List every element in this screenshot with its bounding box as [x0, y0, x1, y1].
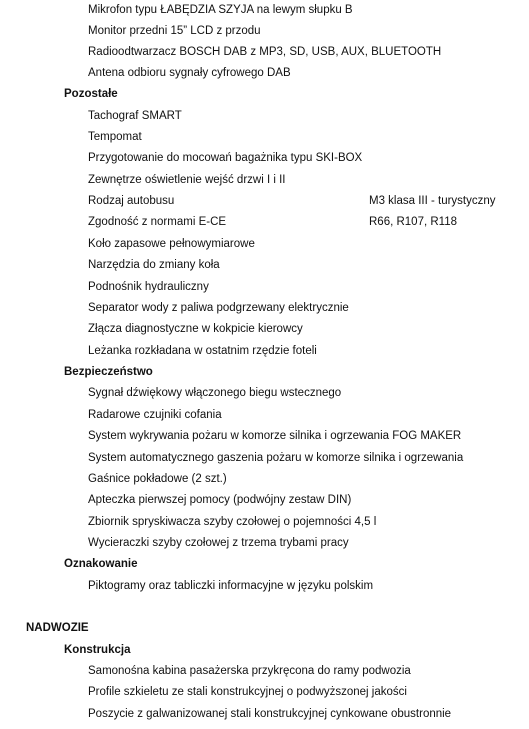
list-item: [0, 448, 529, 469]
list-item: [0, 405, 529, 426]
item-label: Podnośnik hydrauliczny: [88, 281, 209, 293]
item-label: Gaśnice pokładowe (2 szt.): [88, 473, 227, 485]
item-label: Zbiornik spryskiwacza szyby czołowej o pojemności 4,5 l: [88, 516, 377, 528]
list-item: [0, 277, 529, 298]
list-item: [0, 576, 529, 597]
list-item: [0, 170, 529, 191]
item-label: Leżanka rozkładana w ostatnim rzędzie foteli: [88, 345, 317, 357]
list-item: [0, 490, 529, 511]
item-label: Złącza diagnostyczne w kokpicie kierowcy: [88, 323, 303, 335]
list-item: [0, 469, 529, 490]
list-item: [0, 682, 529, 703]
list-item: [0, 426, 529, 447]
list-item: [0, 127, 529, 148]
category-title: Oznakowanie: [64, 558, 138, 570]
item-label: Monitor przedni 15” LCD z przodu: [88, 25, 261, 37]
item-label: Poszycie z galwanizowanej stali konstrukcyjnej cynkowane obustronnie: [88, 708, 452, 720]
list-item: [0, 661, 529, 682]
category-title: Bezpieczeństwo: [64, 366, 153, 378]
item-label: Koło zapasowe pełnowymiarowe: [88, 238, 255, 250]
item-label: Rodzaj autobusu: [88, 195, 175, 207]
item-label: Narzędzia do zmiany koła: [88, 259, 220, 271]
list-item: [0, 63, 529, 84]
list-item: [0, 191, 529, 212]
item-label: Tachograf SMART: [88, 110, 182, 122]
item-value: R66, R107, R118: [369, 216, 458, 228]
list-item: [0, 319, 529, 340]
category-heading-pozostale: [0, 84, 529, 105]
category-heading-bezpieczenstwo: [0, 362, 529, 383]
item-label: Wycieraczki szyby czołowej z trzema trybami pracy: [88, 537, 349, 549]
category-title: Konstrukcja: [64, 644, 131, 656]
list-item: [0, 148, 529, 169]
item-label: Radarowe czujniki cofania: [88, 409, 222, 421]
list-item: [0, 341, 529, 362]
item-label: Tempomat: [88, 131, 142, 143]
item-label: System automatycznego gaszenia pożaru w komorze silnika i ogrzewania: [88, 452, 464, 464]
item-value: M3 klasa III - turystyczny: [369, 195, 496, 207]
item-label: Separator wody z paliwa podgrzewany elektrycznie: [88, 302, 349, 314]
list-item: [0, 704, 529, 725]
item-label: System wykrywania pożaru w komorze silnika i ogrzewania FOG MAKER: [88, 430, 462, 442]
item-label: Radioodtwarzacz BOSCH DAB z MP3, SD, USB, AUX, BLUETOOTH: [88, 46, 442, 58]
list-item: [0, 533, 529, 554]
item-label: Piktogramy oraz tabliczki informacyjne w języku polskim: [88, 580, 374, 592]
list-item: [0, 255, 529, 276]
item-label: Samonośna kabina pasażerska przykręcona do ramy podwozia: [88, 665, 411, 677]
item-label: Sygnał dźwiękowy włączonego biegu wstecznego: [88, 387, 342, 399]
section-heading-nadwozie: [0, 618, 529, 639]
item-label: Apteczka pierwszej pomocy (podwójny zestaw DIN): [88, 494, 352, 506]
list-item: [0, 512, 529, 533]
item-label: Zgodność z normami E-CE: [88, 216, 227, 228]
list-item: [0, 383, 529, 404]
section-title: NADWOZIE: [26, 622, 89, 634]
category-title: Pozostałe: [64, 88, 118, 100]
item-label: Przygotowanie do mocowań bagażnika typu SKI-BOX: [88, 152, 363, 164]
list-item: [0, 298, 529, 319]
item-label: Mikrofon typu ŁABĘDZIA SZYJA na lewym słupku B: [88, 4, 353, 16]
item-label: Profile szkieletu ze stali konstrukcyjnej o podwyższonej jakości: [88, 686, 407, 698]
category-heading-konstrukcja: [0, 640, 529, 661]
item-label: Antena odbioru sygnały cyfrowego DAB: [88, 67, 291, 79]
list-item: [0, 21, 529, 42]
item-label: Zewnętrze oświetlenie wejść drzwi I i II: [88, 174, 286, 186]
list-item: [0, 106, 529, 127]
list-item: [0, 234, 529, 255]
list-item: [0, 0, 529, 21]
list-item: [0, 212, 529, 233]
list-item: [0, 42, 529, 63]
category-heading-oznakowanie: [0, 554, 529, 575]
